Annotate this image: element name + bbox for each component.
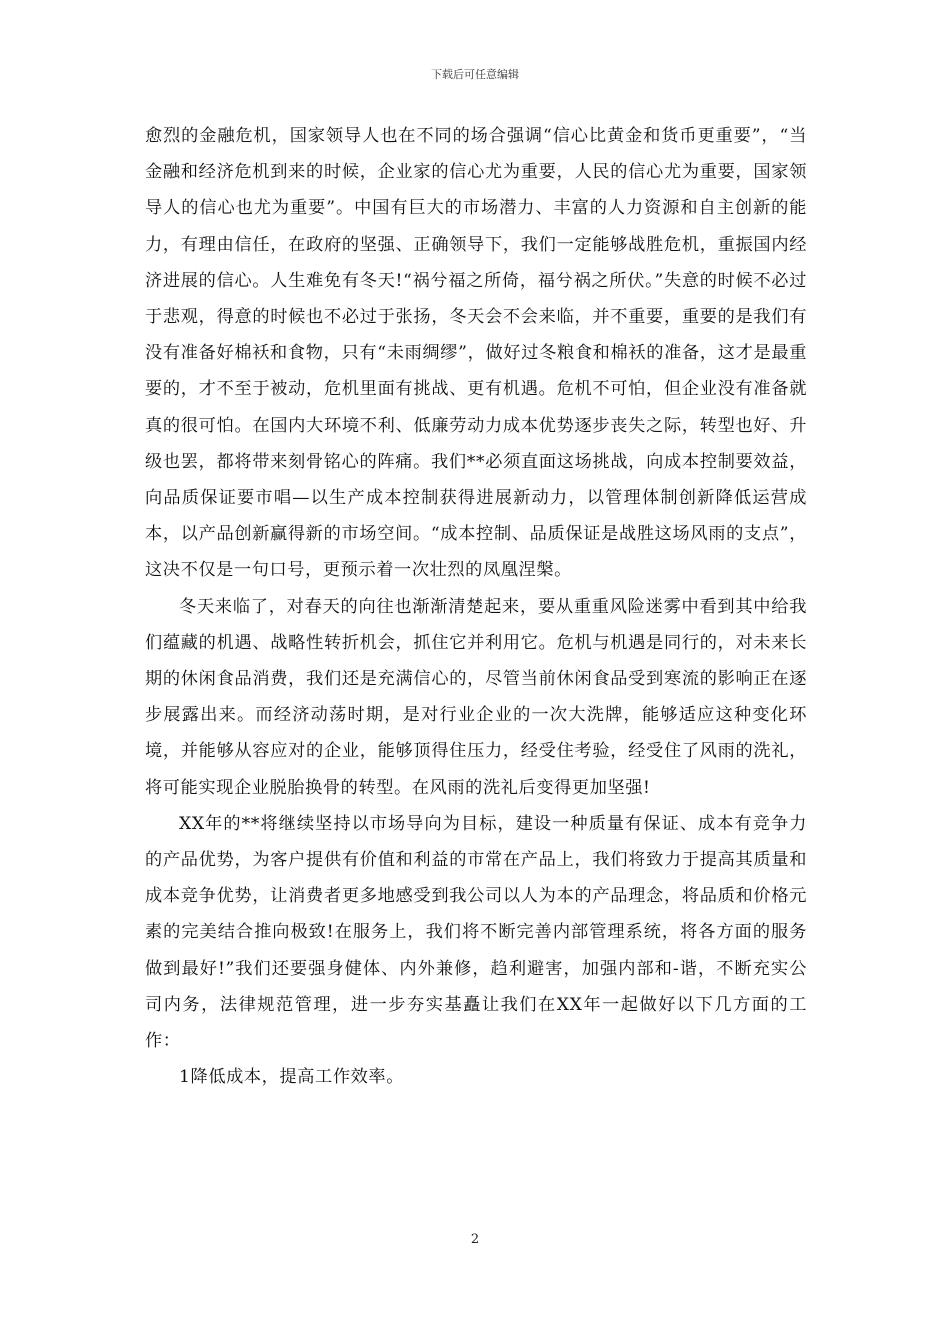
page-header: 下载后可任意编辑 <box>431 68 519 81</box>
paragraph-3: XX年的**将继续坚持以市场导向为目标，建设一种质量有保证、成本有竞争力的产品优势，为客户提供有价值和利益的市常在产品上，我们将致力于提高其质量和成本竞争优势，让消费者更多地感受到我公司以人为本的产品理念，将品质和价格元素的完美结合推向极致!在服务上，我们将不断完善内部管理系统，将各方面的服务做到最好!”我们还要强身健体、内外兼修，趋利避害，加强内部和-谐，不断充实公司内务，法律规范管理，进一步夯实基矗让我们在XX年一起做好以下几方面的工作： <box>145 813 807 1052</box>
page-number: 2 <box>470 1232 480 1247</box>
document-body <box>145 118 807 1095</box>
paragraph-1: 愈烈的金融危机，国家领导人也在不同的场合强调“信心比黄金和货币更重要”，“当金融和经济危机到来的时候，企业家的信心尤为重要，人民的信心尤为重要，国家领导人的信心也尤为重要”。中国有巨大的市场潜力、丰富的人力资源和自主创新的能力，有理由信任，在政府的坚强、正确领导下，我们一定能够战胜危机，重振国内经济进展的信心。人生难免有冬天!“祸兮福之所倚，福兮祸之所伏。”失意的时候不必过于悲观，得意的时候也不必过于张扬，冬天会不会来临，并不重要，重要的是我们有没有准备好棉袄和食物，只有“未雨绸缪”，做好过冬粮食和棉袄的准备，这才是最重要的，才不至于被动，危机里面有挑战、更有机遇。危机不可怕，但企业没有准备就真的很可怕。在国内大环境不利、低廉劳动力成本优势逐步丧失之际，转型也好、升级也罢，都将带来刻骨铭心的阵痛。我们**必须直面这场挑战，向成本控制要效益，向品质保证要市唱—以生产成本控制获得进展新动力，以管理体制创新降低运营成本，以产品创新赢得新的市场空间。“成本控制、品质保证是战胜这场风雨的支点”，这决不仅是一句口号，更预示着一次壮烈的凤凰涅槃。 <box>145 126 807 581</box>
paragraph-2: 冬天来临了，对春天的向往也渐渐清楚起来，要从重重风险迷雾中看到其中给我们蕴藏的机遇、战略性转折机会，抓住它并利用它。危机与机遇是同行的，对未来长期的休闲食品消费，我们还是充满信心的，尽管当前休闲食品受到寒流的影响正在逐步展露出来。而经济动荡时期，是对行业企业的一次大洗牌，能够适应这种变化环境，并能够从容应对的企业，能够顶得住压力，经受住考验，经受住了风雨的洗礼，将可能实现企业脱胎换骨的转型。在风雨的洗礼后变得更加坚强! <box>145 596 807 798</box>
paragraph-4: 1降低成本，提高工作效率。 <box>179 1067 404 1088</box>
